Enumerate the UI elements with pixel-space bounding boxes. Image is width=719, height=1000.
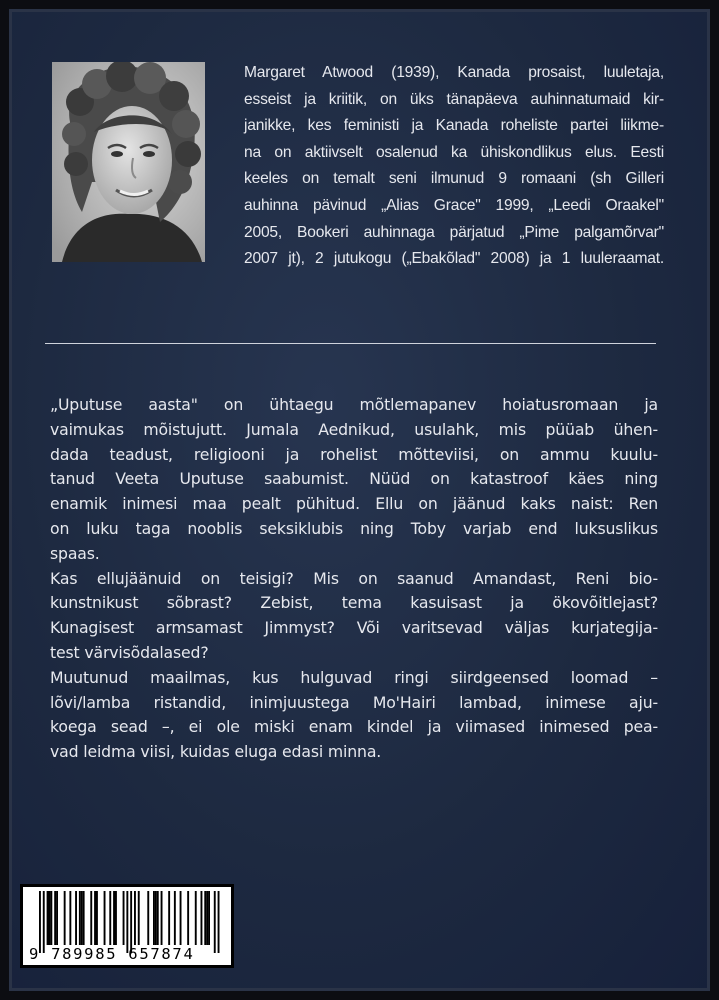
barcode-bar [115, 891, 117, 945]
barcode-bar [155, 891, 157, 945]
barcode-bar [50, 891, 52, 945]
section-divider [45, 343, 656, 344]
barcode-bar [104, 891, 106, 945]
barcode-bar [113, 891, 115, 945]
description-line: on luku taga nooblis seksiklubis ning Toby varjab end luksuslikus [50, 518, 658, 538]
description-line: dada teadust, religiooni ja rohelist mõtteviisi, on ammu kuulu- [50, 444, 658, 464]
barcode-bar [90, 891, 92, 945]
biography-line: 2007 jt), 2 jutukogu („Ebakõlad" 2008) ja 1 luuleraamat. [244, 250, 664, 268]
barcode-bar [43, 891, 45, 953]
author-photo [52, 62, 205, 262]
barcode-bar [147, 891, 149, 945]
biography-line: 2005, Bookeri auhinnaga pärjatud „Pime palgamõrvar" [244, 223, 664, 241]
barcode-bar [214, 891, 216, 953]
barcode-bar [39, 891, 41, 953]
barcode-bar [79, 891, 81, 945]
description-line: Muutunud maailmas, kus hulguvad ringi siirdgeensed loomad – [50, 667, 658, 687]
barcode-bar [109, 891, 111, 945]
barcode-bar [208, 891, 210, 945]
description-line: test värvisõdalased? [50, 642, 209, 662]
barcode-bar [54, 891, 56, 945]
description-line: vad leidma viisi, kuidas eluga edasi minna. [50, 742, 382, 762]
barcode-bar [81, 891, 83, 945]
barcode-bar [161, 891, 163, 945]
author-portrait-image [52, 62, 205, 262]
barcode-bar [201, 891, 203, 945]
description-line: koega sead –, ei ole miski enam kindel ja viimased inimesed pea- [50, 717, 658, 737]
biography-line: na on aktiivselt osalenud ka ühiskondlikus elus. Eesti [244, 143, 664, 161]
barcode-bar [126, 891, 128, 953]
barcode-bar [47, 891, 49, 945]
barcode-bar [174, 891, 176, 945]
barcode-bar [206, 891, 208, 945]
barcode-bar [195, 891, 197, 945]
description-line: Kas ellujäänuid on teisigi? Mis on saanud Amandast, Reni bio- [50, 568, 658, 588]
barcode-bar [49, 891, 51, 945]
barcode-bar [56, 891, 58, 945]
description-line: vaimukas mõistujutt. Jumala Aednikud, usulahk, mis püüab ühen- [50, 419, 658, 439]
barcode-bar [130, 891, 132, 953]
biography-line: janikke, kes feministi ja Kanada roheliste partei liikme- [244, 117, 664, 135]
book-description [50, 393, 658, 765]
barcode-bar [204, 891, 206, 945]
description-line: lõvi/lamba ristandid, inimjuustega Mo'Hairi lambad, inimese aju- [50, 692, 658, 712]
barcode-bar [218, 891, 220, 953]
author-biography [244, 60, 664, 273]
isbn-number: 9 789985 657874 [29, 945, 195, 963]
isbn-barcode [20, 884, 234, 968]
barcode-bar [96, 891, 98, 945]
barcode-bar [187, 891, 189, 945]
barcode-bar [123, 891, 125, 945]
barcode-bar [180, 891, 182, 945]
barcode-bar [157, 891, 159, 945]
biography-line: Margaret Atwood (1939), Kanada prosaist, luuletaja, [244, 64, 664, 81]
barcode-bar [153, 891, 155, 945]
description-line: enamik inimesi maa pealt pühitud. Ellu on jäänud kaks naist: Ren [50, 494, 658, 514]
description-line: kunstnikust sõbrast? Zebist, tema kasuisast ja ökovõitlejast? [50, 593, 658, 613]
barcode-bar [134, 891, 136, 945]
barcode-bar [75, 891, 77, 945]
description-line: tanud Veeta Uputuse saabumist. Nüüd on katastroof käes ning [50, 469, 658, 489]
biography-line: auhinna pävinud „Alias Grace" 1999, „Leedi Oraakel" [244, 196, 664, 214]
description-line: spaas. [50, 543, 100, 563]
barcode-bar [138, 891, 140, 945]
description-line: „Uputuse aasta" on ühtaegu mõtlemapanev hoiatusromaan ja [50, 395, 658, 414]
description-line: Kunagisest armsamast Jimmyst? Või varitsevad väljas kurjategija- [50, 618, 658, 638]
barcode-bar [64, 891, 66, 945]
barcode-bar [69, 891, 71, 945]
barcode-bar [83, 891, 85, 945]
biography-line: esseist ja kriitik, on üks tänapäeva auhinnatumaid kir- [244, 90, 664, 108]
barcode-bar [94, 891, 96, 945]
barcode-bar [168, 891, 170, 945]
biography-line: keeles on temalt seni ilmunud 9 romaani (sh Gilleri [244, 170, 664, 188]
